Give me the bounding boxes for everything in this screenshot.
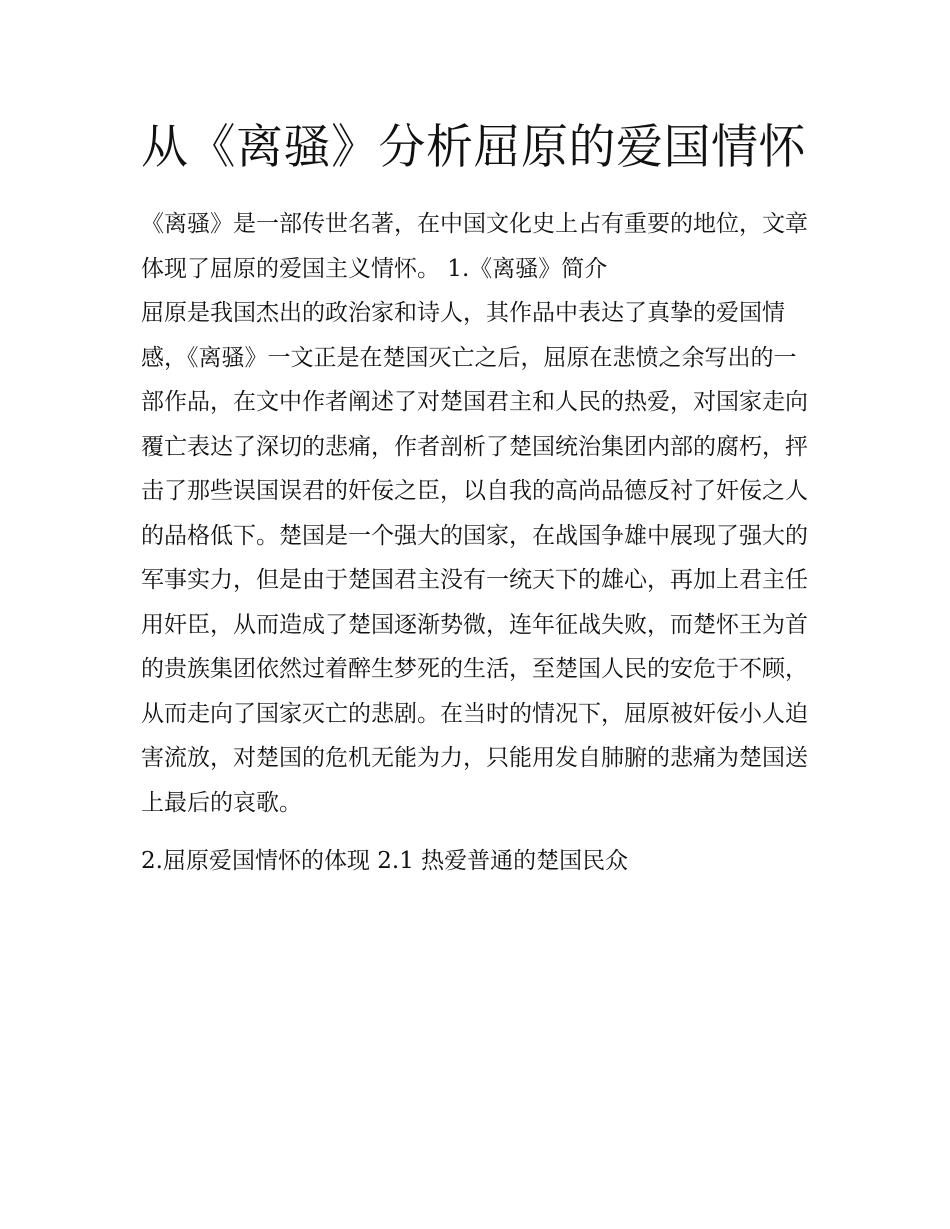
body-paragraph: 屈原是我国杰出的政治家和诗人，其作品中表达了真挚的爱国情感，《离骚》一文正是在楚国灭亡之后，屈原在悲愤之余写出的一部作品，在文中作者阐述了对楚国君主和人民的热爱，对国家走向覆亡表达了深切的悲痛，作者剖析了楚国统治集团内部的腐朽，抨击了那些误国误君的奸佞之臣，以自我的高尚品德反衬了奸佞之人的品格低下。楚国是一个强大的国家，在战国争雄中展现了强大的军事实力，但是由于楚国君主没有一统天下的雄心，再加上君主任用奸臣，从而造成了楚国逐渐势微，连年征战失败，而楚怀王为首的贵族集团依然过着醉生梦死的生活，至楚国人民的安危于不顾，从而走向了国家灭亡的悲剧。在当时的情况下，屈原被奸佞小人迫害流放，对楚国的危机无能为力，只能用发自肺腑的悲痛为楚国送上最后的哀歌。 — [141, 300, 808, 816]
intro-paragraph: 《离骚》是一部传世名著，在中国文化史上占有重要的地位，文章体现了屈原的爱国主义情怀。 1.《离骚》简介 — [141, 211, 808, 282]
section-heading: 2.屈原爱国情怀的体现 2.1 热爱普通的楚国民众 — [141, 848, 629, 874]
document-page — [141, 112, 813, 884]
document-title: 从《离骚》分析屈原的爱国情怀 — [141, 120, 806, 175]
